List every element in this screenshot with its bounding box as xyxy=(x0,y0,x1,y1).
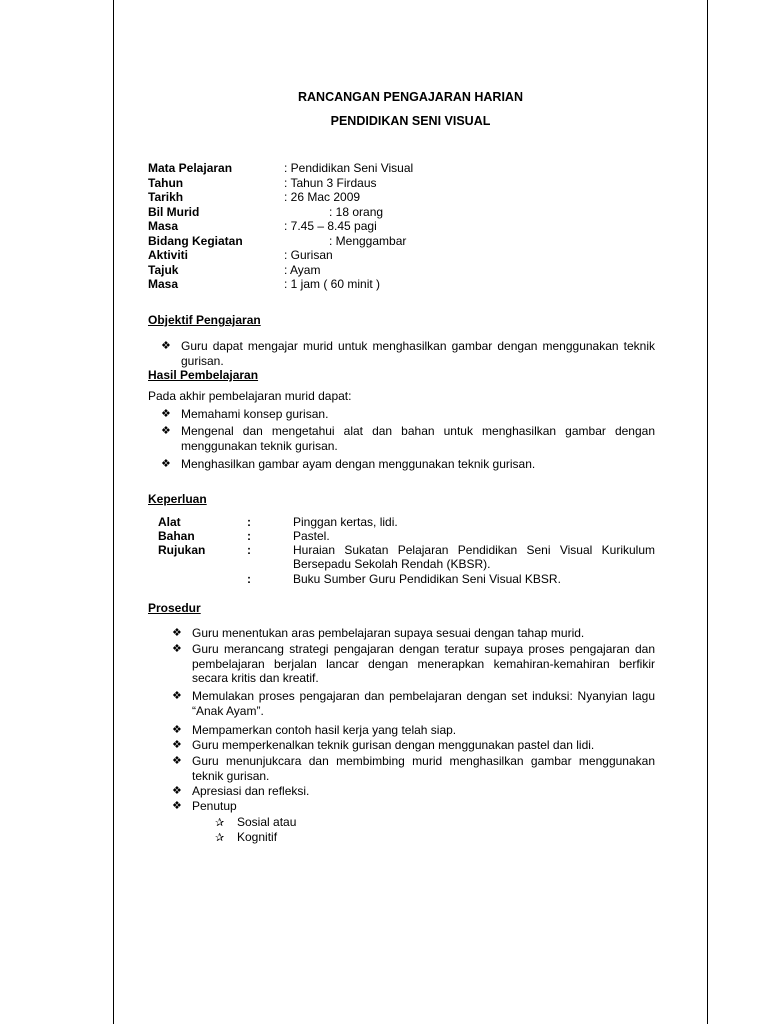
keperluan-label: Bahan xyxy=(158,529,195,543)
prosedur-item xyxy=(172,626,655,641)
diamond-bullet-icon: ❖ xyxy=(172,643,182,655)
objektif-heading: Objektif Pengajaran xyxy=(148,313,261,327)
info-table xyxy=(148,161,648,292)
keperluan-value: Buku Sumber Guru Pendidikan Seni Visual KBSR. xyxy=(293,572,561,586)
info-value: : 7.45 – 8.45 pagi xyxy=(284,219,377,233)
info-label: Tajuk xyxy=(148,262,179,277)
page-border-left xyxy=(113,0,114,1024)
diamond-bullet-icon: ❖ xyxy=(161,408,171,420)
diamond-bullet-icon: ❖ xyxy=(172,690,182,702)
objektif-item-text: Guru dapat mengajar murid untuk menghasilkan gambar dengan menggunakan teknik gurisan. xyxy=(181,339,655,368)
info-value: : 26 Mac 2009 xyxy=(284,190,361,204)
info-row xyxy=(148,219,648,234)
keperluan-colon: : xyxy=(247,529,251,543)
keperluan-label: Rujukan xyxy=(158,543,206,557)
diamond-bullet-icon: ❖ xyxy=(172,785,182,797)
diamond-bullet-icon: ❖ xyxy=(172,724,182,736)
prosedur-item xyxy=(172,754,655,783)
prosedur-heading: Prosedur xyxy=(148,601,201,615)
document-title: RANCANGAN PENGAJARAN HARIAN xyxy=(297,90,523,104)
diamond-bullet-icon: ❖ xyxy=(161,425,171,437)
diamond-bullet-icon: ❖ xyxy=(172,800,182,812)
star-bullet-icon: ✰ xyxy=(215,832,225,844)
info-row xyxy=(148,161,648,176)
info-row xyxy=(148,263,648,278)
prosedur-item-text: Guru merancang strategi pengajaran dengan teratur supaya proses pengajaran dan pembelajaran berjalan lancar dengan menerapkan kemahiran-kemahiran berfikir secara kritis dan kreatif. xyxy=(192,642,655,685)
diamond-bullet-icon: ❖ xyxy=(172,627,182,639)
hasil-item-text: Menghasilkan gambar ayam dengan menggunakan teknik gurisan. xyxy=(181,457,536,471)
prosedur-item xyxy=(172,723,655,738)
prosedur-subitem xyxy=(215,815,296,830)
prosedur-item-text: Guru menunjukcara dan membimbing murid menghasilkan gambar menggunakan teknik gurisan. xyxy=(192,754,655,783)
star-bullet-icon: ✰ xyxy=(215,817,225,829)
prosedur-item-text: Apresiasi dan refleksi. xyxy=(192,784,310,798)
prosedur-subitem-text: Sosial atau xyxy=(237,815,297,829)
hasil-item-text: Memahami konsep gurisan. xyxy=(181,407,329,421)
info-value: : Menggambar xyxy=(329,233,407,248)
keperluan-heading: Keperluan xyxy=(148,492,207,506)
prosedur-item-text: Memulakan proses pengajaran dan pembelajaran dengan set induksi: Nyanyian lagu “Anak Ayam”. xyxy=(192,689,655,718)
hasil-item xyxy=(161,407,655,422)
prosedur-item-text: Guru menentukan aras pembelajaran supaya sesuai dengan tahap murid. xyxy=(192,626,585,640)
info-label: Tarikh xyxy=(148,190,184,204)
info-value: : Tahun 3 Firdaus xyxy=(284,175,377,190)
diamond-bullet-icon: ❖ xyxy=(172,755,182,767)
diamond-bullet-icon: ❖ xyxy=(172,739,182,751)
prosedur-item xyxy=(172,799,655,814)
keperluan-colon: : xyxy=(247,572,251,586)
info-label: Tahun xyxy=(148,175,184,190)
keperluan-value: Pinggan kertas, lidi. xyxy=(293,515,398,529)
hasil-item xyxy=(161,424,655,453)
prosedur-subitem xyxy=(215,830,277,845)
info-value: : Ayam xyxy=(284,262,321,277)
keperluan-value: Pastel. xyxy=(293,529,330,543)
info-value: : Gurisan xyxy=(284,248,333,262)
prosedur-item-text: Mempamerkan contoh hasil kerja yang telah siap. xyxy=(192,723,457,737)
info-row xyxy=(148,190,648,205)
info-label: Masa xyxy=(148,219,179,233)
info-row xyxy=(148,234,648,249)
page-border-right xyxy=(707,0,708,1024)
hasil-item-text: Mengenal dan mengetahui alat dan bahan untuk menghasilkan gambar dengan menggunakan teknik gurisan. xyxy=(181,424,655,453)
prosedur-item xyxy=(172,642,655,686)
hasil-heading: Hasil Pembelajaran xyxy=(148,368,259,382)
prosedur-item xyxy=(172,689,655,718)
keperluan-colon: : xyxy=(247,515,251,529)
hasil-intro: Pada akhir pembelajaran murid dapat: xyxy=(148,389,352,403)
info-label: Aktiviti xyxy=(148,248,189,262)
info-row xyxy=(148,205,648,220)
prosedur-item xyxy=(172,738,655,753)
keperluan-colon: : xyxy=(247,543,251,557)
info-value: : 1 jam ( 60 minit ) xyxy=(284,277,381,291)
prosedur-item-text: Penutup xyxy=(192,799,237,813)
document-subtitle: PENDIDIKAN SENI VISUAL xyxy=(330,114,491,128)
info-row xyxy=(148,248,648,263)
hasil-item xyxy=(161,457,655,472)
info-row xyxy=(148,176,648,191)
keperluan-value: Huraian Sukatan Pelajaran Pendidikan Seni Visual Kurikulum Bersepadu Sekolah Rendah (KBSR). xyxy=(293,543,655,571)
info-label: Masa xyxy=(148,277,179,291)
diamond-bullet-icon: ❖ xyxy=(161,458,171,470)
info-value: : 18 orang xyxy=(329,204,384,219)
prosedur-subitem-text: Kognitif xyxy=(237,830,278,844)
info-label: Mata Pelajaran xyxy=(148,161,233,175)
prosedur-item xyxy=(172,784,655,799)
info-label: Bidang Kegiatan xyxy=(148,233,243,248)
prosedur-item-text: Guru memperkenalkan teknik gurisan dengan menggunakan pastel dan lidi. xyxy=(192,738,595,752)
info-row xyxy=(148,277,648,292)
info-label: Bil Murid xyxy=(148,204,200,219)
info-value: : Pendidikan Seni Visual xyxy=(284,161,414,175)
diamond-bullet-icon: ❖ xyxy=(161,340,171,352)
objektif-item xyxy=(161,339,655,368)
keperluan-label: Alat xyxy=(158,515,181,529)
